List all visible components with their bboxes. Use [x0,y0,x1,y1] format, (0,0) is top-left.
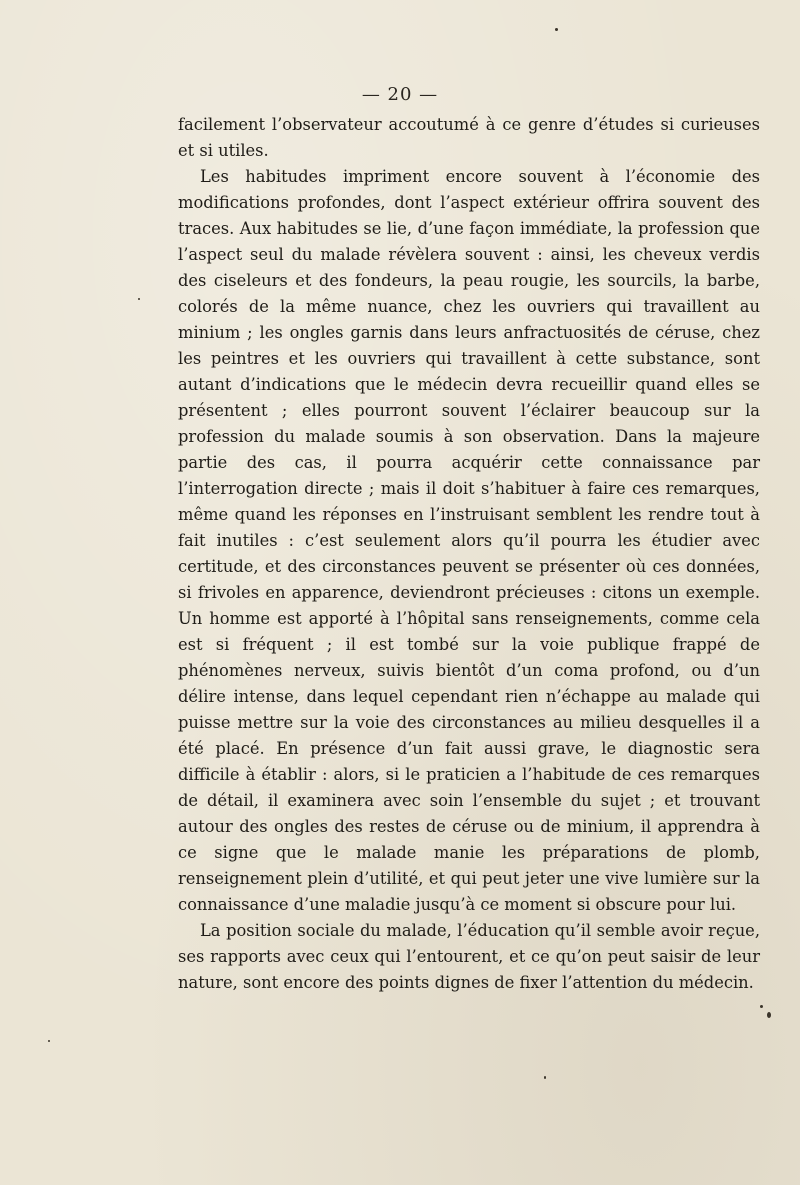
paragraph: La position sociale du malade, l’éducation qu’il semble avoir reçue, ses rapports avec ceux qui l’entourent, et ce qu’on peut saisir de leur nature, sont encore des points dignes de fixer l’attention du médecin. [178,921,760,992]
paper-speck [138,298,140,300]
paragraph: facilement l’observateur accoutumé à ce genre d’études si curieuses et si utiles. [178,115,760,160]
body-text [178,112,760,996]
paper-speck [544,1076,546,1079]
paper-speck [48,1040,50,1042]
page-number: — 20 — [361,84,439,105]
paper-speck [760,1005,763,1008]
paragraph: Les habitudes impriment encore souvent à l’économie des modifications profondes, dont l’aspect extérieur offrira souvent des traces. Aux habitudes se lie, d’une façon immédiate, la profession que l’aspect seul du malade révèlera souvent : ainsi, les cheveux verdis des ciseleurs et des fondeurs, la peau rougie, les sourcils, la barbe, colorés de la même nuance, chez les ouvriers qui travaillent au minium ; les ongles garnis dans leurs anfractuosités de céruse, chez les peintres et les ouvriers qui travaillent à cette substance, sont autant d’indications que le médecin devra recueillir quand elles se présentent ; elles pourront souvent l’éclairer beaucoup sur la profession du malade soumis à son observation. Dans la majeure partie des cas, il pourra acquérir cette connaissance par l’interrogation directe ; mais il doit s’habituer à faire ces remarques, même quand les réponses en l’instruisant semblent les rendre tout à fait inutiles : c’est seulement alors qu’il pourra les étudier avec certitude, et des circonstances peuvent se présenter où ces données, si frivoles en apparence, deviendront précieuses : citons un exemple. Un homme est apporté à l’hôpital sans renseignements, comme cela est si fréquent ; il est tombé sur la voie publique frappé de phénomènes nerveux, suivis bientôt d’un coma profond, ou d’un délire intense, dans lequel cependant rien n’échappe au malade qui puisse mettre sur la voie des circonstances au milieu desquelles il a été placé. En présence d’un fait aussi grave, le diagnostic sera difficile à établir : alors, si le praticien a l’habitude de ces remarques de détail, il examinera avec soin l’ensemble du sujet ; et trouvant autour des ongles des restes de céruse ou de minium, il apprendra à ce signe que le malade manie les préparations de plomb, renseignement plein d’utilité, et qui peut jeter une vive lumière sur la connaissance d’une maladie jusqu’à ce moment si obscure pour lui. [178,167,760,914]
paper-speck [555,28,558,31]
paper-speck [767,1012,771,1018]
